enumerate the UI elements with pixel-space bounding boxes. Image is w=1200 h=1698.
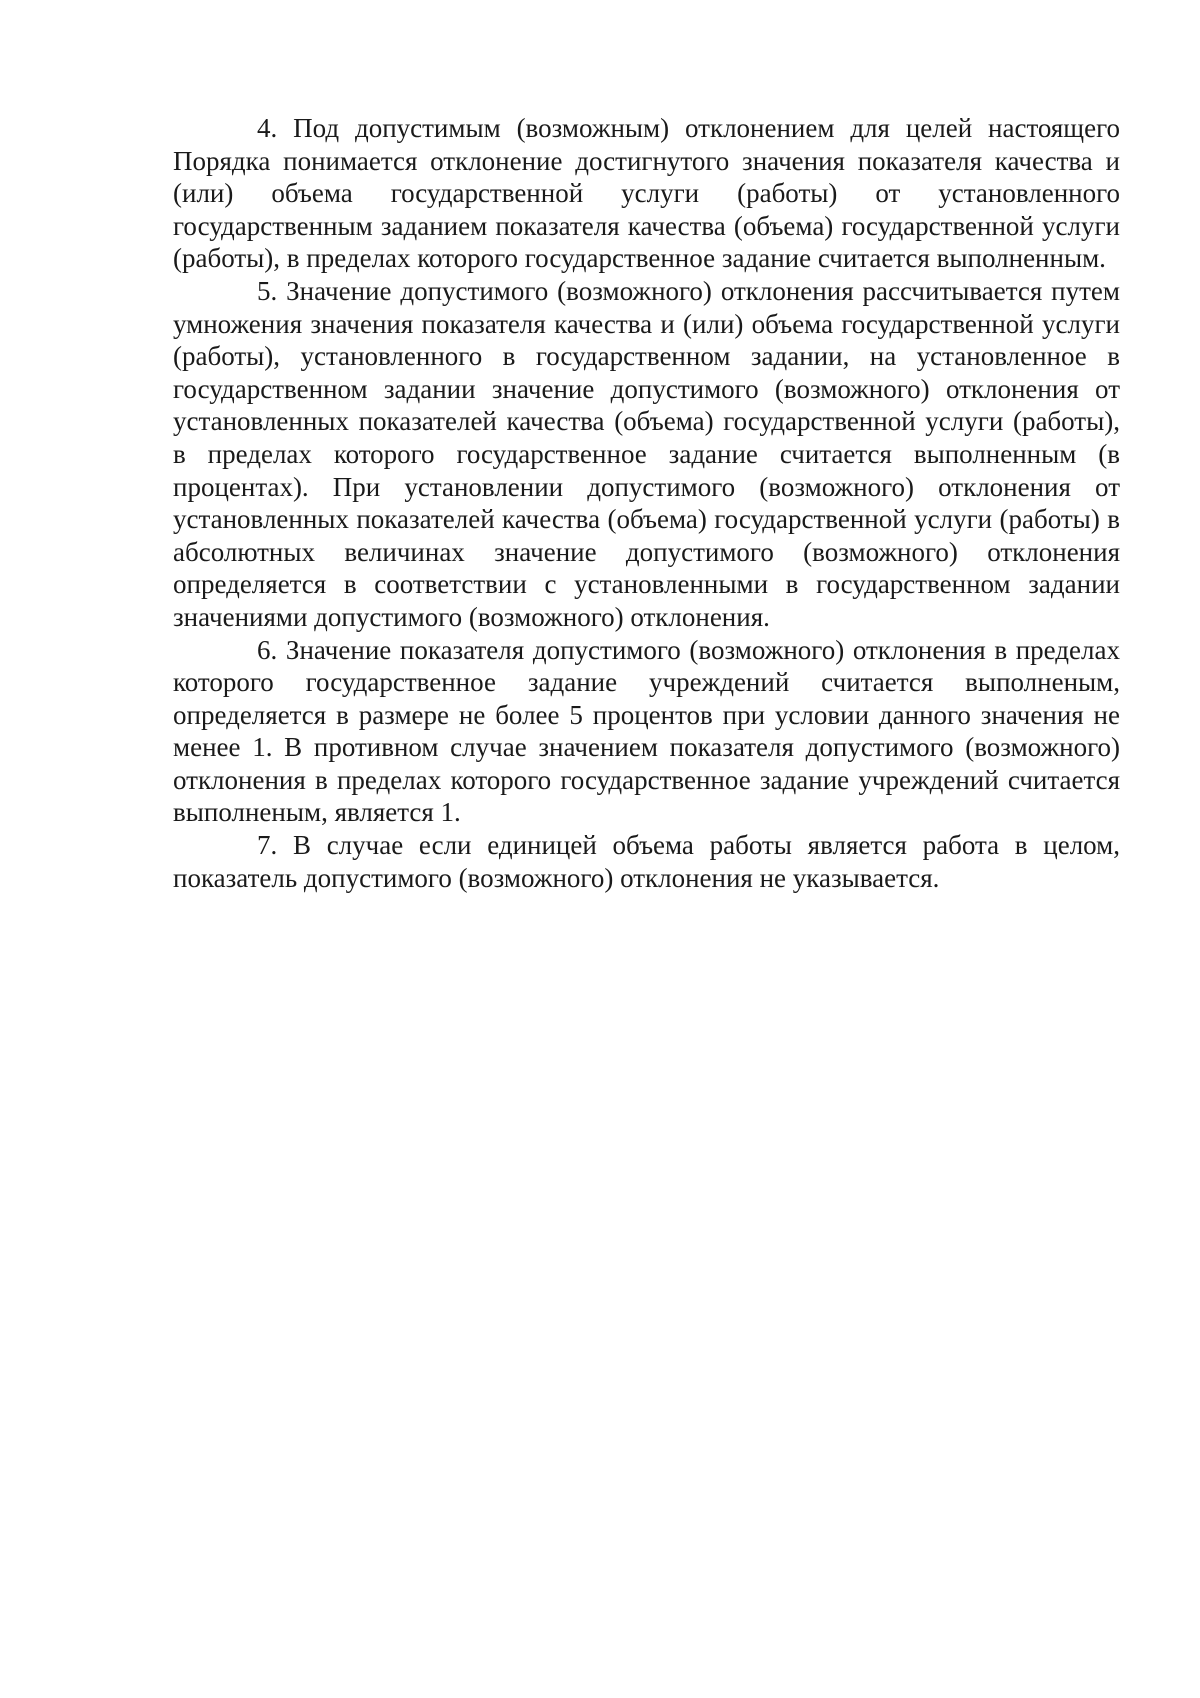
document-body — [173, 112, 1120, 894]
paragraph-6: 6. Значение показателя допустимого (возможного) отклонения в пределах которого государственное задание учреждений считается выполненым, определяется в размере не более 5 процентов при условии данного значения не менее 1. В противном случае значением показателя допустимого (возможного) отклонения в пределах которого государственное задание учреждений считается выполненым, является 1. — [173, 634, 1120, 828]
paragraph-5: 5. Значение допустимого (возможного) отклонения рассчитывается путем умножения значения показателя качества и (или) объема государственной услуги (работы), установленного в государственном задании, на установленное в государственном задании значение допустимого (возможного) отклонения от установленных показателей качества (объема) государственной услуги (работы), в пределах которого государственное задание считается выполненным (в процентах). При установлении допустимого (возможного) отклонения от установленных показателей качества (объема) государственной услуги (работы) в абсолютных величинах значение допустимого (возможного) отклонения определяется в соответствии с установленными в государственном задании значениями допустимого (возможного) отклонения. — [173, 275, 1120, 632]
paragraph-7: 7. В случае если единицей объема работы является работа в целом, показатель допустимого (возможного) отклонения не указывается. — [173, 830, 1120, 893]
paragraph-4: 4. Под допустимым (возможным) отклонением для целей настоящего Порядка понимается отклонение достигнутого значения показателя качества и (или) объема государственной услуги (работы) от установленного государственным заданием показателя качества (объема) государственной услуги (работы), в пределах которого государственное задание считается выполненным. — [173, 113, 1120, 274]
